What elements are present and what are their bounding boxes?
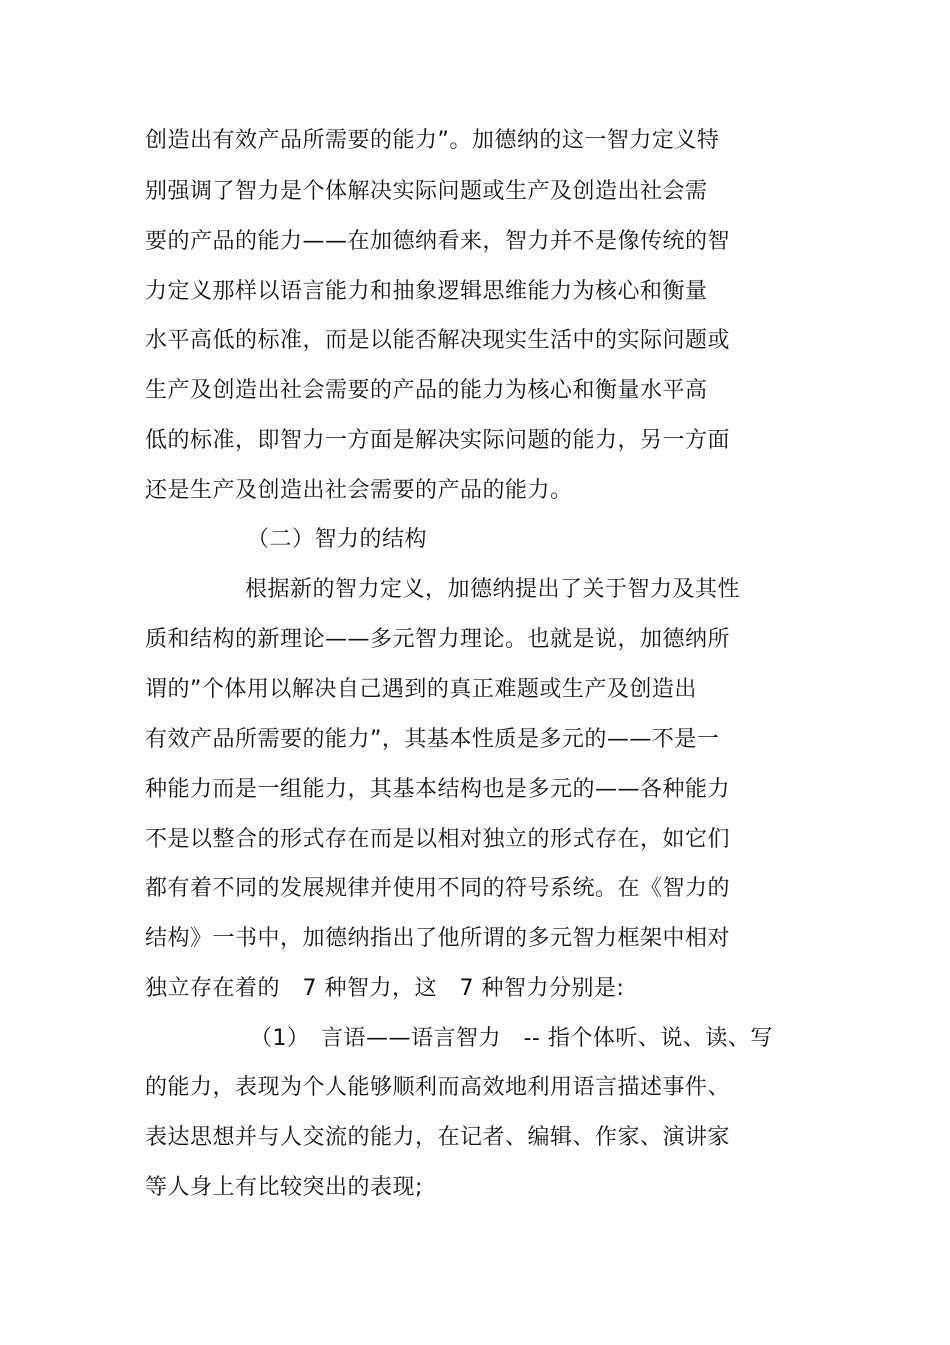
text-line: 谓的”个体用以解决自己遇到的真正难题或生产及创造出 (145, 677, 697, 702)
text-line: 要的产品的能力——在加德纳看来，智力并不是像传统的智 (145, 229, 731, 254)
text-line: 还是生产及创造出社会需要的产品的能力。 (145, 478, 573, 503)
text-line: 等人身上有比较突出的表现; (145, 1175, 423, 1200)
text-line: 生产及创造出社会需要的产品的能力为核心和衡量水平高 (145, 378, 708, 403)
text-line: 表达思想并与人交流的能力，在记者、编辑、作家、演讲家 (145, 1125, 731, 1150)
text-line: 不是以整合的形式存在而是以相对独立的形式存在，如它们 (145, 827, 731, 852)
text-line: 独立存在着的 7 种智力，这 7 种智力分别是: (145, 976, 625, 1001)
list-item-first-line: （1） 言语——语言智力 -- 指个体听、说、读、写 (250, 1026, 773, 1051)
text-line: 水平高低的标准，而是以能否解决现实生活中的实际问题或 (145, 328, 731, 353)
paragraph-first-line: 根据新的智力定义，加德纳提出了关于智力及其性 (245, 577, 741, 602)
text-line: 质和结构的新理论——多元智力理论。也就是说，加德纳所 (145, 627, 731, 652)
text-line: 力定义那样以语言能力和抽象逻辑思维能力为核心和衡量 (145, 279, 708, 304)
text-line: 结构》一书中，加德纳指出了他所谓的多元智力框架中相对 (145, 926, 731, 951)
text-line: 种能力而是一组能力，其基本结构也是多元的——各种能力 (145, 777, 731, 802)
text-line: 都有着不同的发展规律并使用不同的符号系统。在《智力的 (145, 876, 731, 901)
text-line: 别强调了智力是个体解决实际问题或生产及创造出社会需 (145, 179, 708, 204)
text-line: 有效产品所需要的能力”，其基本性质是多元的——不是一 (145, 727, 720, 752)
section-heading: （二）智力的结构 (247, 527, 428, 552)
text-line: 低的标准，即智力一方面是解决实际问题的能力，另一方面 (145, 428, 731, 453)
text-line: 创造出有效产品所需要的能力”。加德纳的这一智力定义特 (145, 128, 720, 153)
text-line: 的能力，表现为个人能够顺利而高效地利用语言描述事件、 (145, 1075, 731, 1100)
